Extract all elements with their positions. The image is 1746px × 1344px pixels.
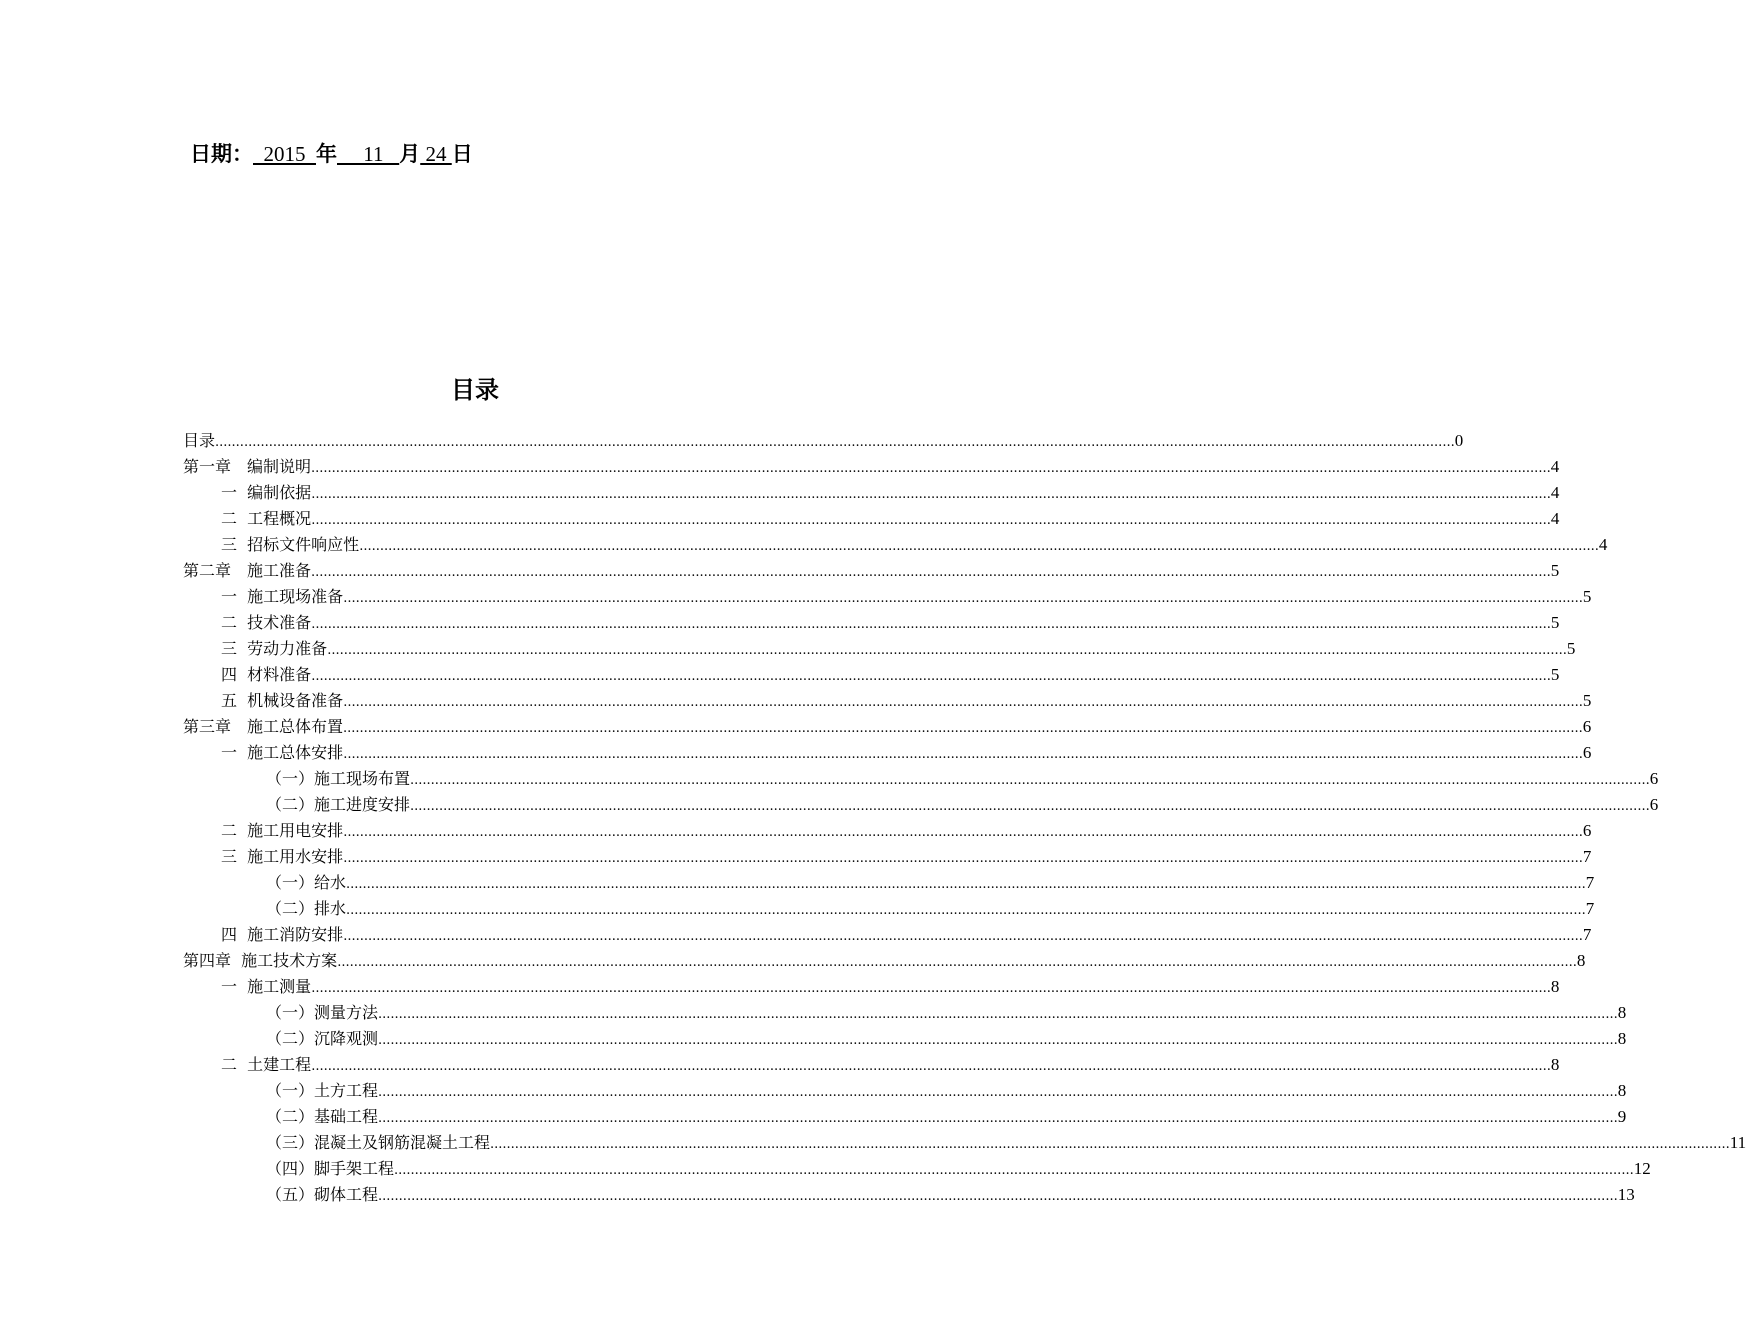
toc-dot-leader: ............................................................................................................................................................................................................................................................................................................ bbox=[311, 1059, 1551, 1074]
toc-dot-leader: ............................................................................................................................................................................................................................................................................................................ bbox=[410, 799, 1650, 814]
toc-entry[interactable] bbox=[183, 870, 1595, 896]
date-month-value: 11 bbox=[337, 142, 400, 166]
toc-dot-leader: ............................................................................................................................................................................................................................................................................................................ bbox=[311, 513, 1551, 528]
toc-entry[interactable] bbox=[183, 818, 1592, 844]
toc-dot-leader: ............................................................................................................................................................................................................................................................................................................ bbox=[346, 903, 1586, 918]
toc-entry[interactable] bbox=[183, 844, 1592, 870]
toc-entry[interactable] bbox=[183, 454, 1560, 480]
toc-entry-label: 一 施工测量 bbox=[221, 977, 312, 996]
toc-entry-page: 11 bbox=[1729, 1133, 1746, 1152]
toc-entry[interactable] bbox=[183, 1104, 1627, 1130]
toc-entry[interactable] bbox=[183, 896, 1595, 922]
toc-dot-leader: ............................................................................................................................................................................................................................................................................................................ bbox=[394, 1163, 1634, 1178]
toc-dot-leader: ............................................................................................................................................................................................................................................................................................................ bbox=[346, 877, 1586, 892]
toc-entry-page: 4 bbox=[1550, 483, 1560, 502]
toc-entry-page: 7 bbox=[1585, 899, 1595, 918]
toc-dot-leader: ............................................................................................................................................................................................................................................................................................................ bbox=[311, 487, 1551, 502]
toc-dot-leader: ............................................................................................................................................................................................................................................................................................................ bbox=[311, 461, 1551, 476]
toc-entry-page: 6 bbox=[1582, 743, 1592, 762]
toc-dot-leader: ............................................................................................................................................................................................................................................................................................................ bbox=[378, 1111, 1618, 1126]
toc-dot-leader: ............................................................................................................................................................................................................................................................................................................ bbox=[337, 955, 1577, 970]
toc-entry-label: 一 施工总体安排 bbox=[221, 743, 344, 762]
toc-dot-leader: ............................................................................................................................................................................................................................................................................................................ bbox=[343, 747, 1583, 762]
toc-entry-label: 三 招标文件响应性 bbox=[221, 535, 360, 554]
toc-entry-page: 5 bbox=[1582, 691, 1592, 710]
toc-entry-label: 第三章 施工总体布置 bbox=[183, 717, 344, 736]
toc-entry[interactable] bbox=[183, 1130, 1746, 1156]
toc-entry-page: 13 bbox=[1617, 1185, 1635, 1204]
toc-entry-label: 第二章 施工准备 bbox=[183, 561, 312, 580]
toc-entry[interactable] bbox=[183, 688, 1592, 714]
toc-dot-leader: ............................................................................................................................................................................................................................................................................................................ bbox=[311, 669, 1551, 684]
toc-entry[interactable] bbox=[183, 1052, 1560, 1078]
toc-dot-leader: ............................................................................................................................................................................................................................................................................................................ bbox=[490, 1137, 1730, 1152]
toc-entry-page: 5 bbox=[1566, 639, 1576, 658]
toc-entry-page: 8 bbox=[1617, 1003, 1627, 1022]
toc-dot-leader: ............................................................................................................................................................................................................................................................................................................ bbox=[327, 643, 1567, 658]
toc-entry-page: 5 bbox=[1582, 587, 1592, 606]
toc-entry-label: 第一章 编制说明 bbox=[183, 457, 312, 476]
toc-entry-label: 二 技术准备 bbox=[221, 613, 312, 632]
toc-entry-label: 三 施工用水安排 bbox=[221, 847, 344, 866]
toc-entry-page: 4 bbox=[1550, 457, 1560, 476]
toc-entry[interactable] bbox=[183, 584, 1592, 610]
toc-entry-page: 8 bbox=[1576, 951, 1586, 970]
toc-entry-label: 一 施工现场准备 bbox=[221, 587, 344, 606]
toc-entry-page: 6 bbox=[1649, 795, 1659, 814]
toc-dot-leader: ............................................................................................................................................................................................................................................................................................................ bbox=[343, 591, 1583, 606]
toc-entry-page: 8 bbox=[1550, 1055, 1560, 1074]
date-year-value: 2015 bbox=[253, 142, 316, 166]
toc-entry-page: 5 bbox=[1550, 613, 1560, 632]
toc-dot-leader: ............................................................................................................................................................................................................................................................................................................ bbox=[343, 851, 1583, 866]
toc-dot-leader: ............................................................................................................................................................................................................................................................................................................ bbox=[378, 1189, 1618, 1204]
toc-entry-label: 五 机械设备准备 bbox=[221, 691, 344, 710]
toc-entry-page: 4 bbox=[1550, 509, 1560, 528]
toc-entry-label: （一）测量方法 bbox=[266, 1003, 379, 1022]
toc-title: 目录 bbox=[451, 376, 499, 404]
toc-entry-page: 7 bbox=[1582, 847, 1592, 866]
toc-entry[interactable] bbox=[183, 974, 1560, 1000]
toc-entry[interactable] bbox=[183, 480, 1560, 506]
toc-entry[interactable] bbox=[183, 532, 1608, 558]
toc-entry-label: 二 施工用电安排 bbox=[221, 821, 344, 840]
toc-entry-label: （二）沉降观测 bbox=[266, 1029, 379, 1048]
date-line bbox=[190, 138, 473, 168]
toc-entry[interactable] bbox=[183, 506, 1560, 532]
toc-entry-label: （五）砌体工程 bbox=[266, 1185, 379, 1204]
toc-entry[interactable] bbox=[183, 714, 1592, 740]
toc-entry[interactable] bbox=[183, 792, 1659, 818]
toc-entry-page: 6 bbox=[1582, 821, 1592, 840]
toc-entry-label: 四 施工消防安排 bbox=[221, 925, 344, 944]
toc-entry[interactable] bbox=[183, 1156, 1651, 1182]
toc-dot-leader: ............................................................................................................................................................................................................................................................................................................ bbox=[343, 825, 1583, 840]
date-day-value: 24 bbox=[420, 142, 452, 166]
toc-dot-leader: ............................................................................................................................................................................................................................................................................................................ bbox=[311, 981, 1551, 996]
toc-entry-label: （一）土方工程 bbox=[266, 1081, 379, 1100]
toc-entry[interactable] bbox=[183, 610, 1560, 636]
toc-entry-label: （二）基础工程 bbox=[266, 1107, 379, 1126]
toc-entry-page: 8 bbox=[1617, 1029, 1627, 1048]
toc-entry-label: 四 材料准备 bbox=[221, 665, 312, 684]
toc-entry-label: （二）施工进度安排 bbox=[266, 795, 411, 814]
toc-entry-label: 二 工程概况 bbox=[221, 509, 312, 528]
toc-entry-page: 8 bbox=[1550, 977, 1560, 996]
toc-entry[interactable] bbox=[183, 636, 1576, 662]
toc-entry-label: 第四章 施工技术方案 bbox=[183, 951, 338, 970]
toc-dot-leader: ............................................................................................................................................................................................................................................................................................................ bbox=[378, 1007, 1618, 1022]
toc-entry-label: 三 劳动力准备 bbox=[221, 639, 328, 658]
toc-entry[interactable] bbox=[183, 1182, 1635, 1208]
toc-entry-label: 二 土建工程 bbox=[221, 1055, 312, 1074]
toc-entry-page: 7 bbox=[1582, 925, 1592, 944]
toc-entry-label: 目录 bbox=[183, 431, 216, 450]
toc-entry[interactable] bbox=[183, 1000, 1627, 1026]
toc-dot-leader: ............................................................................................................................................................................................................................................................................................................ bbox=[343, 695, 1583, 710]
toc-entry[interactable] bbox=[183, 428, 1464, 454]
toc-entry-label: （一）给水 bbox=[266, 873, 347, 892]
toc-dot-leader: ............................................................................................................................................................................................................................................................................................................ bbox=[215, 435, 1455, 450]
date-month-unit: 月 bbox=[399, 142, 421, 166]
toc-entry-label: （三）混凝土及钢筋混凝土工程 bbox=[266, 1133, 491, 1152]
table-of-contents bbox=[183, 428, 1746, 1208]
toc-entry-page: 6 bbox=[1582, 717, 1592, 736]
toc-entry-page: 4 bbox=[1598, 535, 1608, 554]
toc-dot-leader: ............................................................................................................................................................................................................................................................................................................ bbox=[311, 617, 1551, 632]
toc-dot-leader: ............................................................................................................................................................................................................................................................................................................ bbox=[410, 773, 1650, 788]
toc-entry-page: 5 bbox=[1550, 561, 1560, 580]
toc-dot-leader: ............................................................................................................................................................................................................................................................................................................ bbox=[311, 565, 1551, 580]
toc-dot-leader: ............................................................................................................................................................................................................................................................................................................ bbox=[343, 929, 1583, 944]
date-label: 日期： bbox=[190, 142, 253, 166]
date-year-unit: 年 bbox=[316, 142, 337, 166]
toc-entry-page: 0 bbox=[1454, 431, 1464, 450]
toc-dot-leader: ............................................................................................................................................................................................................................................................................................................ bbox=[359, 539, 1599, 554]
toc-entry[interactable] bbox=[183, 740, 1592, 766]
toc-entry-label: （二）排水 bbox=[266, 899, 347, 918]
toc-entry-page: 9 bbox=[1617, 1107, 1627, 1126]
toc-entry[interactable] bbox=[183, 1078, 1627, 1104]
toc-entry[interactable] bbox=[183, 1026, 1627, 1052]
toc-entry-label: （四）脚手架工程 bbox=[266, 1159, 395, 1178]
toc-entry-page: 12 bbox=[1633, 1159, 1651, 1178]
toc-entry-page: 7 bbox=[1585, 873, 1595, 892]
toc-entry-label: 一 编制依据 bbox=[221, 483, 312, 502]
date-day-unit: 日 bbox=[451, 142, 473, 166]
toc-dot-leader: ............................................................................................................................................................................................................................................................................................................ bbox=[378, 1033, 1618, 1048]
toc-entry-page: 6 bbox=[1649, 769, 1659, 788]
toc-entry[interactable] bbox=[183, 948, 1586, 974]
toc-entry[interactable] bbox=[183, 558, 1560, 584]
toc-entry[interactable] bbox=[183, 766, 1659, 792]
toc-dot-leader: ............................................................................................................................................................................................................................................................................................................ bbox=[378, 1085, 1618, 1100]
toc-entry-label: （一）施工现场布置 bbox=[266, 769, 411, 788]
toc-entry-page: 5 bbox=[1550, 665, 1560, 684]
toc-entry-page: 8 bbox=[1617, 1081, 1627, 1100]
toc-entry[interactable] bbox=[183, 662, 1560, 688]
toc-dot-leader: ............................................................................................................................................................................................................................................................................................................ bbox=[343, 721, 1583, 736]
toc-entry[interactable] bbox=[183, 922, 1592, 948]
